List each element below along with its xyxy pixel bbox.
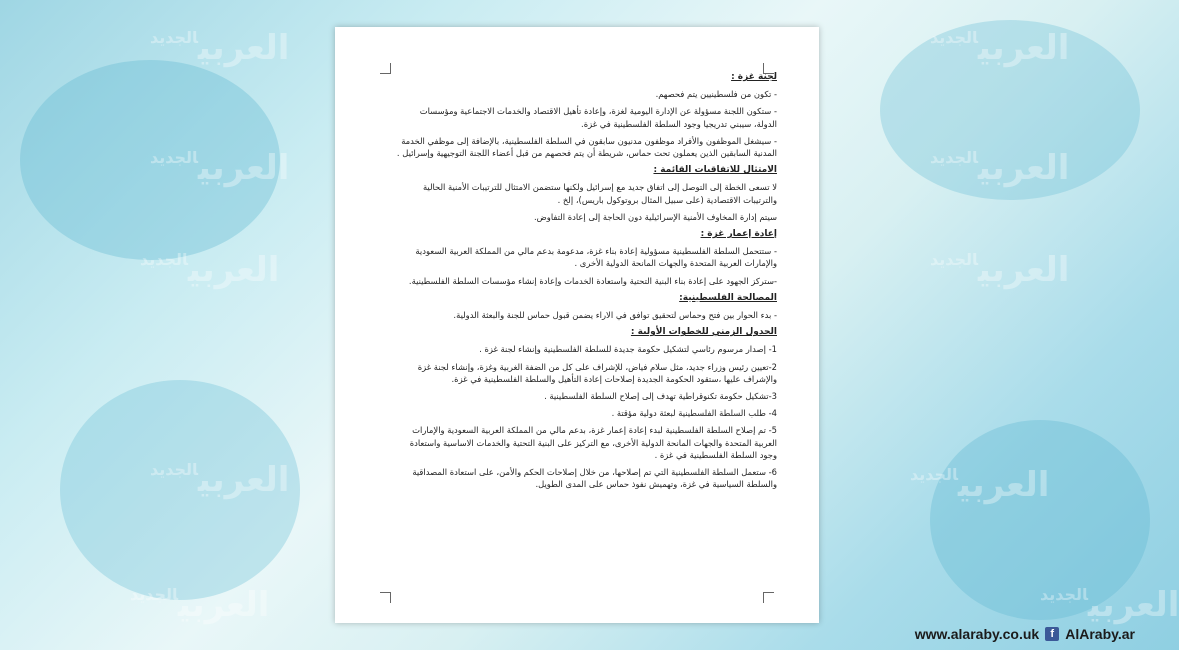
watermark-logo: العربي$^{الجديد}$ xyxy=(150,148,290,188)
watermark-logo: العربي$^{الجديد}$ xyxy=(930,28,1070,68)
watermark-logo: العربي$^{الجديد}$ xyxy=(1040,585,1179,625)
document-body xyxy=(395,71,777,495)
section-heading: إعادة إعمار غزة : xyxy=(700,229,777,240)
paragraph: لا تسعى الخطة إلى التوصل إلى اتفاق جديد مع إسرائيل ولكنها ستضمن الامتثال للترتيبات الأمنية الحالية والترتيبات الاقتصادية (على سبيل المثال بروتوكول باريس)، إلخ . xyxy=(422,182,777,205)
watermark-logo: العربي$^{الجديد}$ xyxy=(910,465,1050,505)
list-item: 3-تشكيل حكومة تكنوقراطية تهدف إلى إصلاح السلطة الفلسطينية . xyxy=(544,391,777,402)
facebook-icon: f xyxy=(1045,627,1059,641)
crop-mark xyxy=(763,592,774,603)
list-item: 6- ستعمل السلطة الفلسطينية التي تم إصلاحها، من خلال إصلاحات الحكم والأمن، على استعادة المصداقية والسلطة السياسية في غزة، وتهميش نفوذ حماس على المدى الطويل. xyxy=(412,467,777,490)
watermark-logo: العربي$^{الجديد}$ xyxy=(930,250,1070,290)
crop-mark xyxy=(380,592,391,603)
paragraph: - سيشغل الموظفون والأفراد موظفون مدنيون سابقون في السلطة الفلسطينية، بالإضافة إلى موظفي الخدمة المدنية السابقين الذين يعملون تحت حماس، شريطة أن يتم فحصهم من قبل أعضاء اللجنة التوجيهية وإسرائيل . xyxy=(396,135,777,159)
watermark-logo: العربي$^{الجديد}$ xyxy=(150,460,290,500)
list-item: 1- إصدار مرسوم رئاسي لتشكيل حكومة جديدة للسلطة الفلسطينية وإنشاء لجنة غزة . xyxy=(479,344,777,355)
section-heading: الجدول الزمني للخطوات الأولية : xyxy=(630,327,777,338)
paragraph: - ستتحمل السلطة الفلسطينية مسؤولية إعادة بناء غزة، مدعومة بدعم مالي من المملكة العربية السعودية والإمارات العربية المتحدة والجهات المانحة الدولية الأخرى . xyxy=(415,246,777,269)
section-heading: الامتثال للاتفاقيات القائمة : xyxy=(653,165,777,176)
list-item: 4- طلب السلطة الفلسطينية لبعثة دولية مؤقتة . xyxy=(611,408,777,419)
website-link[interactable]: www.alaraby.co.uk xyxy=(914,626,1040,642)
watermark-logo: العربي$^{الجديد}$ xyxy=(130,585,270,625)
paragraph: - تكون من فلسطينيين يتم فحصهم. xyxy=(655,89,777,100)
watermark-logo: العربي$^{الجديد}$ xyxy=(150,28,290,68)
list-item: 2-تعيين رئيس وزراء جديد، مثل سلام فياض، للإشراف على كل من الضفة الغربية وغزة، وإنشاء لجنة غزة والإشراف عليها ،ستقود الحكومة الجديدة إصلاحات إعادة التأهيل والسلطة الفلسطينية في غزة. xyxy=(417,361,777,384)
paragraph: - بدء الحوار بين فتح وحماس لتحقيق توافق في الاراء يضمن قبول حماس للجنة والبعثة الدولية. xyxy=(453,310,777,321)
section-heading: لجنة غزة : xyxy=(731,72,777,82)
paragraph: - ستكون اللجنة مسؤولة عن الإدارة اليومية لغزة، وإعادة تأهيل الاقتصاد والخدمات الاجتماعية ومؤسسات الدولة، سيبني تدريجيا وجود السلطة الفلسطينية في غزة. xyxy=(419,106,777,129)
paragraph: سيتم إدارة المخاوف الأمنية الإسرائيلية دون الحاجة إلى إعادة التفاوض. xyxy=(534,211,777,222)
section-heading: المصالحة الفلسطينية: xyxy=(679,292,777,303)
crop-mark xyxy=(380,63,391,74)
document-page xyxy=(335,27,819,623)
paragraph: -ستركز الجهود على إعادة بناء البنية التحتية واستعادة الخدمات وإعادة إنشاء مؤسسات السلطة الفلسطينية. xyxy=(408,275,777,286)
facebook-handle[interactable]: AlAraby.ar xyxy=(1065,626,1135,642)
footer-branding xyxy=(915,626,1135,642)
list-item: 5- تم إصلاح السلطة الفلسطينية لبدء إعادة إعمار غزة، بدعم مالي من المملكة العربية السعودية والإمارات العربية المتحدة والجهات المانحة الدولية الأخرى، مع التركيز على البنية التحتية والخدمات الاساسية واستعادة وجود السلطة الفلسطينية في غزة . xyxy=(409,425,777,460)
watermark-logo: العربي$^{الجديد}$ xyxy=(930,148,1070,188)
watermark-logo: العربي$^{الجديد}$ xyxy=(140,250,280,290)
